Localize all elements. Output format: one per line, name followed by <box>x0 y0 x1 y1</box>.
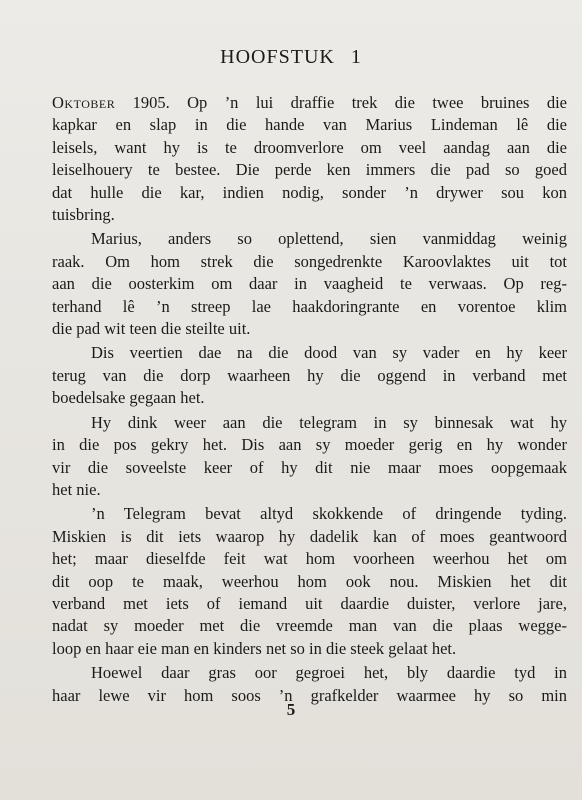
text-line: vir die soveelste keer of hy dit nie maar moes oopgemaak <box>52 457 567 477</box>
text-line: het; maar dieselfde feit wat hom voorheen weerhou het om <box>52 549 567 569</box>
text-line: kapkar en slap in die hande van Marius Lindeman lê die <box>52 115 567 135</box>
text-line: verband met iets of iemand uit daardie duister, verlore jare, <box>52 593 567 613</box>
text-line: die pad wit teen die steilte uit. <box>52 319 251 339</box>
text-line: Miskien is dit iets waarop hy dadelik kan of moes geantwoord <box>52 526 567 546</box>
text-line: 1905. Op ’n lui draffie trek die twee bruines die <box>115 93 567 112</box>
text-line: leiselhouery te bestee. Die perde ken immers die pad so goed <box>52 160 567 180</box>
text-line: nadat sy moeder met die vreemde man van die plaas wegge- <box>52 616 567 636</box>
text-line: Hoewel daar gras oor gegroei het, bly daardie tyd in <box>91 663 567 683</box>
page-number: 5 <box>286 700 296 719</box>
text-line: terhand lê ’n streep lae haakdoringrante en vorentoe klim <box>52 296 567 316</box>
paragraph-5 <box>52 503 567 660</box>
paragraph-4 <box>52 412 567 502</box>
paragraph-1 <box>52 92 567 226</box>
text-line: Dis veertien dae na die dood van sy vader en hy keer <box>91 343 567 363</box>
text-line: tuisbring. <box>52 205 115 225</box>
paragraph-3 <box>52 342 567 409</box>
text-line: ’n Telegram bevat altyd skokkende of dringende tyding. <box>91 504 567 524</box>
date-lead: Oktober <box>52 93 116 112</box>
body-text <box>52 92 567 709</box>
text-line: haar lewe vir hom soos ’n grafkelder waarmee hy so min <box>52 685 567 705</box>
text-line: Hy dink weer aan die telegram in sy binnesak wat hy <box>91 412 567 432</box>
text-line: aan die oosterkim om daar in vaagheid te verwaas. Op reg- <box>52 274 567 294</box>
text-line: raak. Om hom strek die songedrenkte Karoovlaktes uit tot <box>52 251 567 271</box>
text-line: loop en haar eie man en kinders net so in die steek gelaat het. <box>52 638 457 658</box>
text-line: terug van die dorp waarheen hy die oggend in verband met <box>52 365 567 385</box>
paragraph-2 <box>52 228 567 340</box>
text-line: het nie. <box>52 479 101 499</box>
text-line: dit oop te maak, weerhou hom ook nou. Miskien het dit <box>52 571 567 591</box>
text-line: dat hulle die kar, indien nodig, sonder ’n drywer sou kon <box>52 182 567 202</box>
text-line: Marius, anders so oplettend, sien vanmiddag weinig <box>91 229 567 249</box>
text-line: leisels, want hy is te droomverlore om veel aandag aan die <box>52 137 567 157</box>
text-line: boedelsake gegaan het. <box>52 388 205 408</box>
text-line: in die pos gekry het. Dis aan sy moeder gerig en hy wonder <box>52 435 567 455</box>
chapter-title: HOOFSTUK 1 <box>220 46 362 68</box>
